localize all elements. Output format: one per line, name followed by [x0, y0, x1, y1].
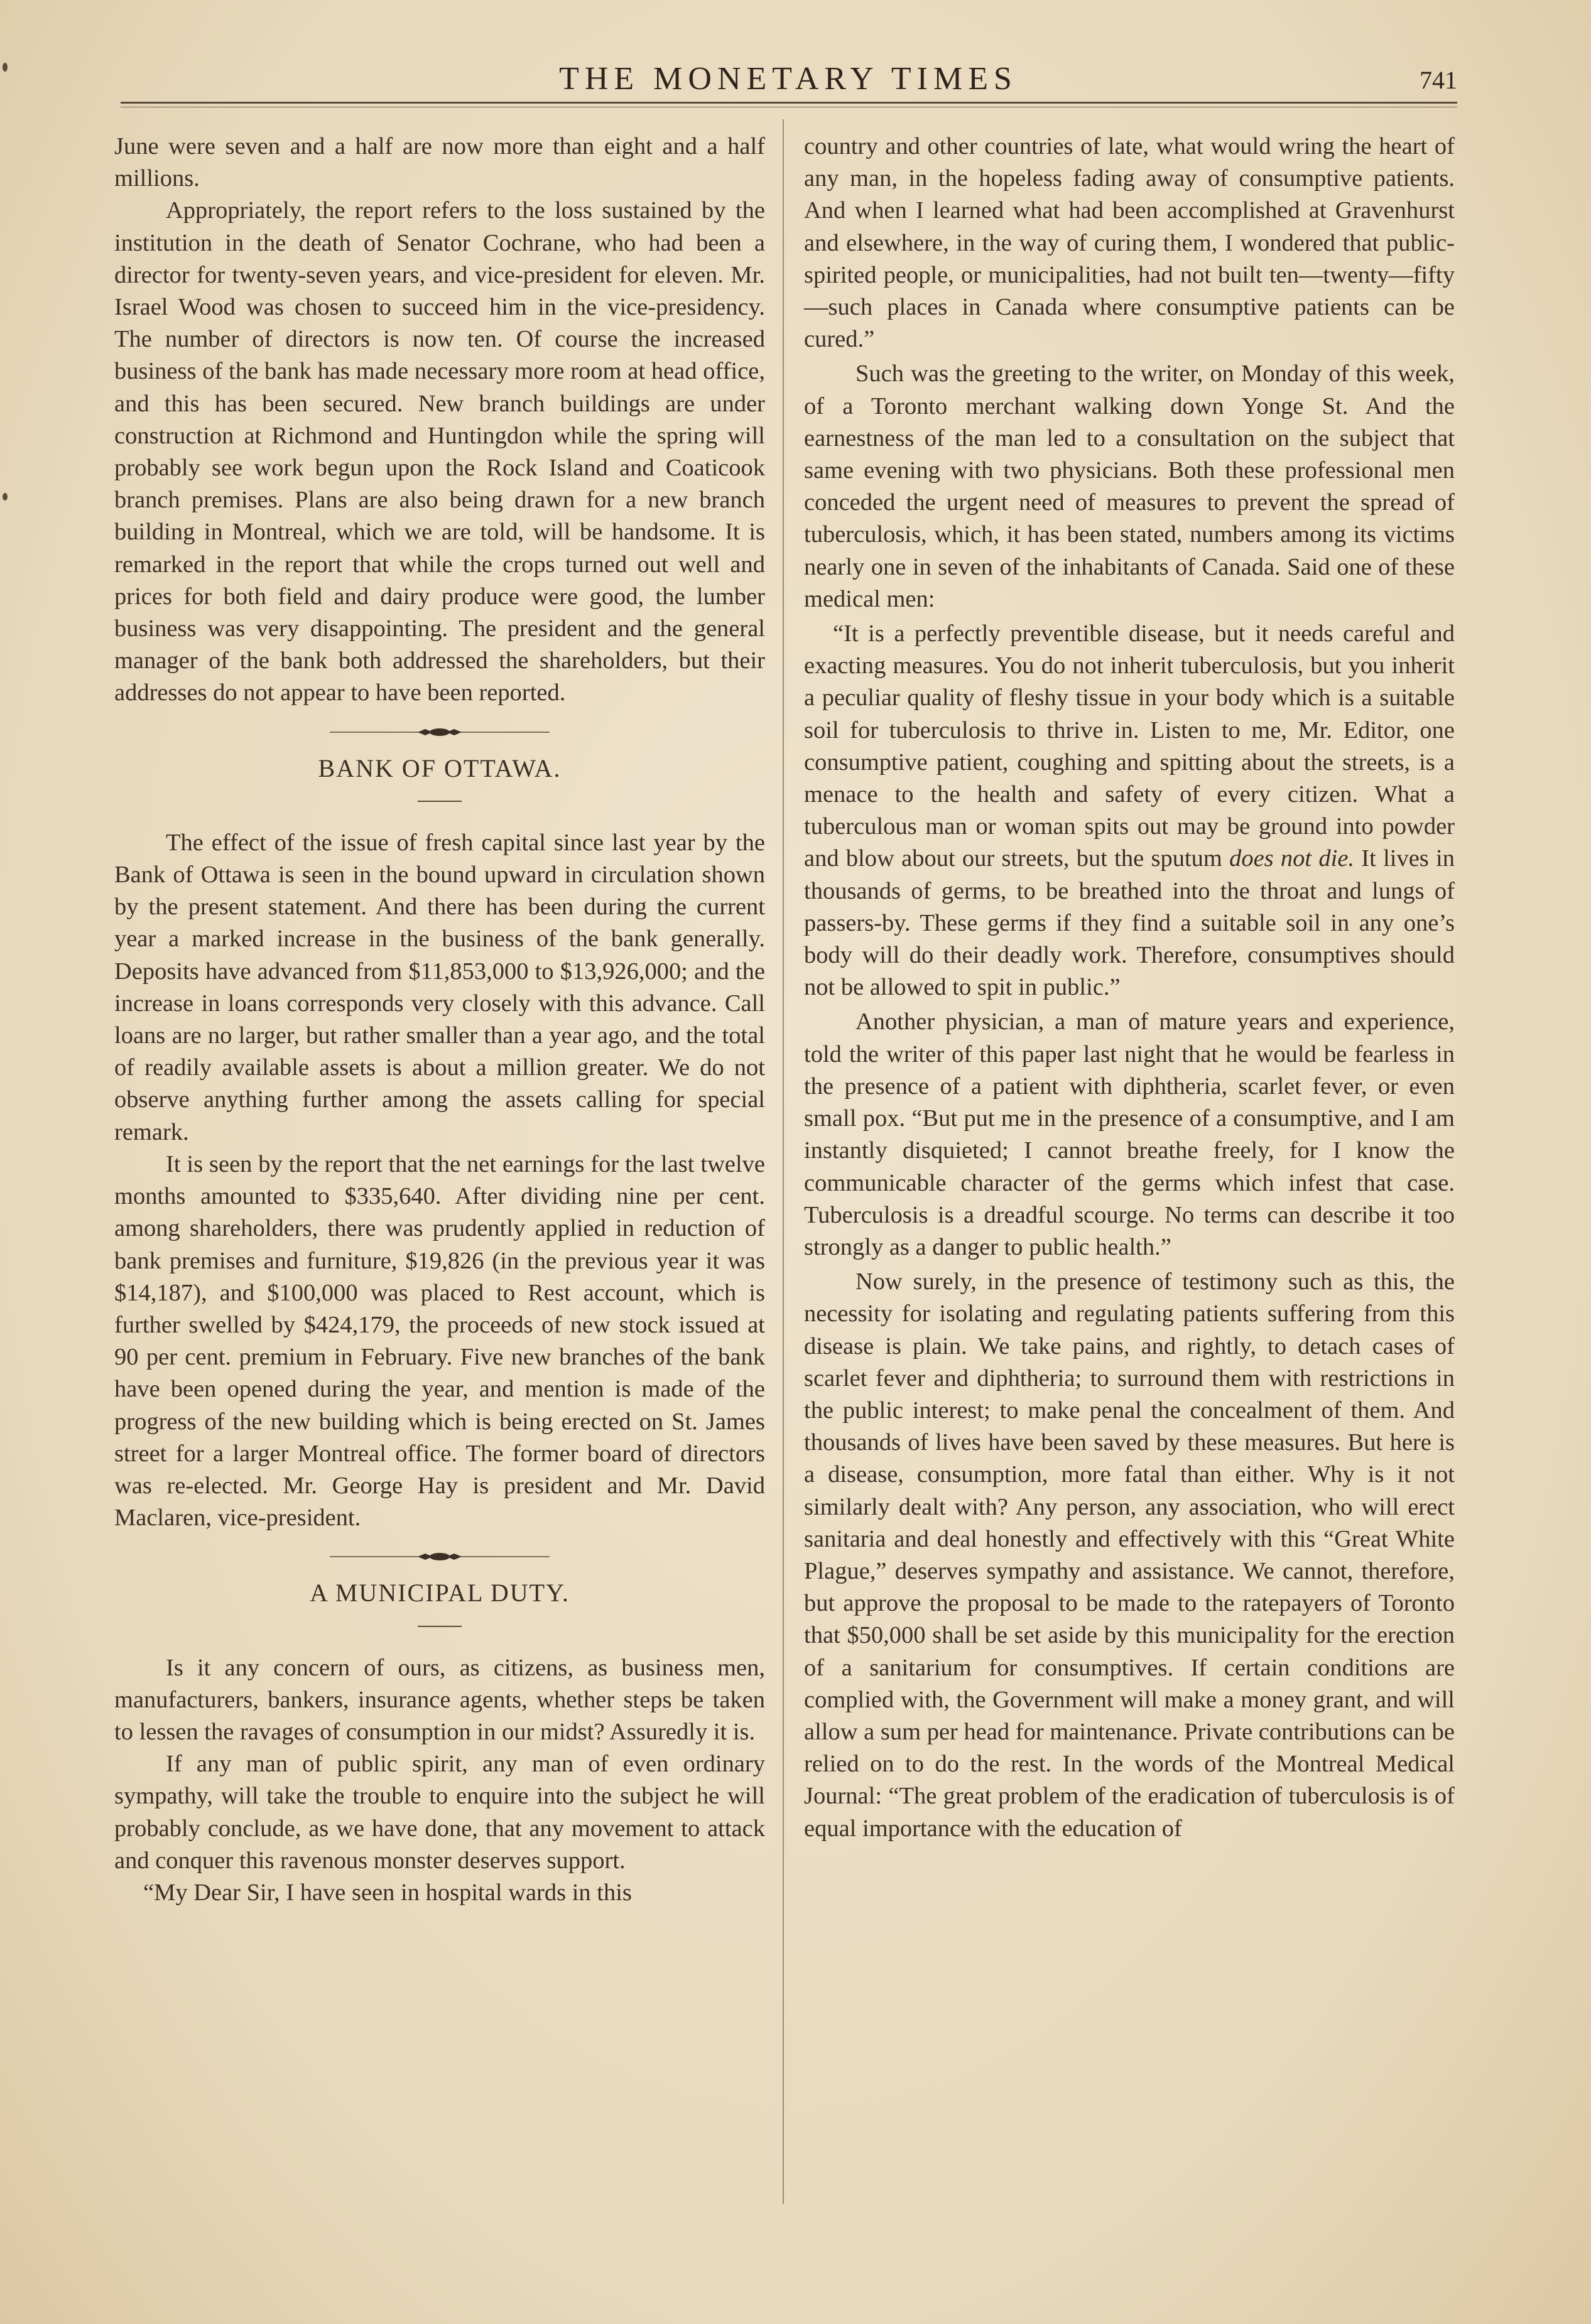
quoted-paragraph	[804, 618, 1455, 1003]
paragraph: Another physician, a man of mature years and experience, told the writer of this paper last night that he would be fearless in the presence of a patient with diphtheria, scarlet fever, or even small pox. “But put me in the presence of a consumptive, and I am instantly disquieted; I cannot breathe freely, for I know the communicable character of the germs which infest that case. Tuberculosis is a dreadful scourge. No terms can describe it too strongly as a danger to public health.”	[804, 1008, 1455, 1260]
paragraph: Appropriately, the report refers to the loss sustained by the institution in the death of Senator Cochrane, who had been a director for twenty-seven years, and vice-president for eleven. Mr. Israel Wood was chosen to succeed him in the vice-presidency. The number of directors is now ten. Of course the increased business of the bank has made necessary more room at head office, and this has been secured. New branch buildings are under construction at Richmond and Huntingdon while the spring will probably see work begun upon the Rock Island and Coaticook branch premises. Plans are also being drawn for a new branch building in Montreal, which we are told, will be handsome. It is remarked in the report that while the crops turned out well and prices for both field and dairy produce were good, the lumber business was very disappointing. The president and the general manager of the bank both addressed the shareholders, but their addresses do not appear to have been reported.	[114, 197, 765, 706]
paragraph: June were seven and a half are now more than eight and a half millions.	[114, 133, 765, 192]
page-number: 741	[1420, 66, 1457, 94]
quote-text: “It is a perfectly preventible disease, but it needs careful and exacting measures. You do not inherit tuberculosis, but you inherit a peculiar quality of fleshy tissue in your body which is a suitable soil for tuberculosis to thrive in. Listen to me, Mr. Editor, one consumptive patient, coughing and spitting about the streets, is a menace to the health and safety of every citizen. What a tuberculous man or woman spits out may be ground into powder and blow about our streets, but the sputum	[804, 620, 1455, 872]
paragraph: Such was the greeting to the writer, on Monday of this week, of a Toronto merchant walking down Yonge St. And the earnestness of the man led to a consultation on the subject that same evening with two physicians. Both these professional men conceded the urgent need of measures to prevent the spread of tuberculosis, which, it has been stated, numbers among its victims nearly one in seven of the inhabitants of Canada. Said one of these medical men:	[804, 360, 1455, 612]
binding-mark	[3, 493, 8, 500]
right-column	[804, 131, 1455, 1845]
column-divider	[783, 119, 784, 2204]
paragraph: The effect of the issue of fresh capital since last year by the Bank of Ottawa is seen in the bound upward in circulation shown by the present statement. And there has been during the current year a marked increase in the business of the bank generally. Deposits have advanced from $11,853,000 to $13,926,000; and the increase in loans corresponds very closely with this advance. Call loans are no larger, but rather smaller than a year ago, and the total of readily available assets is about a million greater. We do not observe anything further among the assets calling for special remark.	[114, 829, 765, 1145]
ornamental-divider	[330, 726, 550, 738]
emphasis: does not die.	[1229, 845, 1355, 872]
paragraph: It is seen by the report that the net earnings for the last twelve months amounted to $335,640. After dividing nine per cent. among shareholders, there was prudently applied in reduction of bank premises and furniture, $19,826 (in the previous year it was $14,187), and $100,000 was placed to Rest account, which is further swelled by $424,179, the proceeds of new stock issued at 90 per cent. premium in February. Five new branches of the bank have been opened during the year, and mention is made of the progress of the new building which is being erected on St. James street for a larger Montreal office. The former board of directors was re-elected. Mr. George Hay is president and Mr. David Maclaren, vice-president.	[114, 1150, 765, 1532]
title-rule	[418, 801, 462, 802]
paragraph: Now surely, in the presence of testimony such as this, the necessity for isolating and regulating patients suffering from this disease is plain. We take pains, and rightly, to detach cases of scarlet fever and diphtheria; to surround them with restrictions in the public interest; to make penal the concealment of them. And thousands of lives have been saved by these measures. But here is a disease, consumption, more fatal than either. Why is it not similarly dealt with? Any person, any association, who will erect sanitaria and deal honestly and effectively with this “Great White Plague,” deserves sympathy and assistance. We cannot, therefore, but approve the proposal to be made to the ratepayers of Toronto that $50,000 shall be set aside by this municipality for the erection of a sanitarium for consumptives. If certain conditions are complied with, the Government will make a money grant, and will allow a sum per head for maintenance. Private contributions can be relied on to do the rest. In the words of the Montreal Medical Journal: “The great problem of the eradication of tuberculosis is of equal importance with the education of	[804, 1268, 1455, 1842]
binding-mark	[3, 63, 8, 72]
quote-text: It lives in thousands of germs, to be breathed into the throat and lungs of passers-by. These germs if they find a suitable soil in any one’s body will do their deadly work. Therefore, consumptives should not be allowed to spit in public.”	[804, 845, 1455, 1001]
paragraph: Is it any concern of ours, as citizens, as business men, manufacturers, bankers, insurance agents, whether steps be taken to lessen the ravages of consumption in our midst? Assuredly it is.	[114, 1654, 765, 1745]
running-head: THE MONETARY TIMES	[559, 61, 1018, 97]
page-header	[119, 60, 1457, 104]
paragraph: “My Dear Sir, I have seen in hospital wards in this	[143, 1879, 632, 1906]
ornamental-divider	[330, 1550, 550, 1563]
paragraph: If any man of public spirit, any man of even ordinary sympathy, will take the trouble to enquire into the subject he will probably conclude, as we have done, that any movement to attack and conquer this ravenous monster deserves support.	[114, 1751, 765, 1874]
left-column	[114, 131, 765, 1909]
title-rule	[418, 1626, 462, 1627]
header-rule	[121, 102, 1457, 104]
section-title: A MUNICIPAL DUTY.	[310, 1579, 570, 1608]
section-title: BANK OF OTTAWA.	[318, 754, 562, 782]
paragraph: country and other countries of late, what would wring the heart of any man, in the hopeless fading away of consumptive patients. And when I learned what had been accomplished at Gravenhurst and elsewhere, in the way of curing them, I wondered that public-spirited people, or municipalities, had not built ten—twenty—fifty—such places in Canada where consumptive patients can be cured.”	[804, 133, 1455, 353]
